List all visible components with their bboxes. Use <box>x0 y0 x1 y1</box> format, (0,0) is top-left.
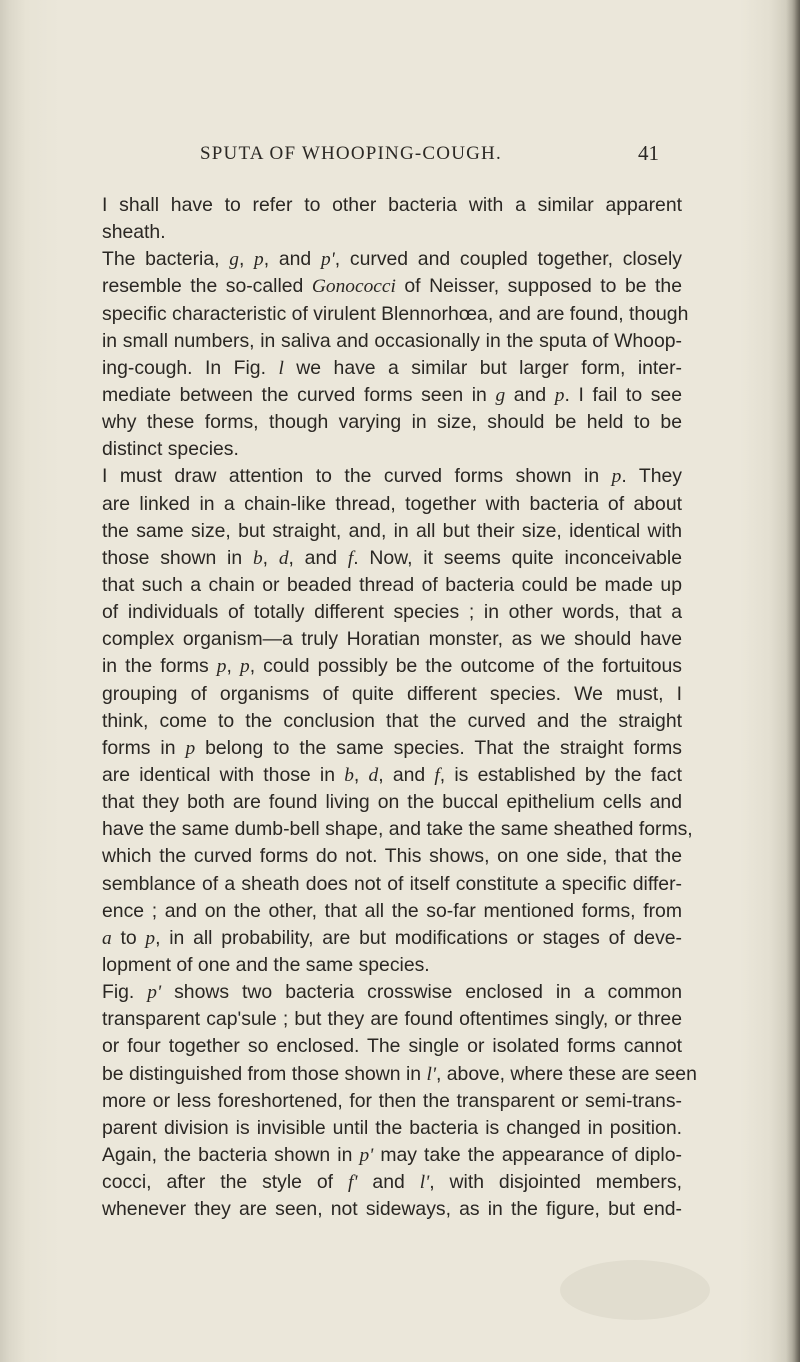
italic-reference: p <box>611 466 622 488</box>
text-run: to <box>111 926 146 949</box>
text-run: think, come to the conclusion that the curved and the straight <box>102 709 682 732</box>
text-run: the same size, but straight, and, in all but their size, identical with <box>102 519 682 542</box>
page-edge-shadow <box>786 0 800 1362</box>
text-line <box>102 816 693 843</box>
text-run: , <box>238 248 255 271</box>
text-run: semblance of a sheath does not of itself constitute a specific differ- <box>102 872 682 895</box>
text-line <box>102 382 682 409</box>
text-run: which the curved forms do not. This shows, on one side, that the <box>102 845 682 868</box>
text-line <box>102 246 682 273</box>
text-run: ence ; and on the other, that all the so-far mentioned forms, from <box>102 899 682 922</box>
text-run: of Neisser, supposed to be the <box>395 275 682 298</box>
text-line <box>102 1033 682 1060</box>
text-run: . They <box>621 465 682 488</box>
text-run: specific characteristic of virulent Blennorhœa, and are found, though <box>102 302 689 325</box>
text-run: in small numbers, in saliva and occasionally in the sputa of Whoop- <box>102 329 682 352</box>
text-run: are identical with those in <box>102 763 345 786</box>
italic-reference: d <box>278 547 289 569</box>
text-line <box>102 491 682 518</box>
text-run: sheath. <box>102 221 166 244</box>
text-run: , is established by the fact <box>439 763 682 786</box>
body-text <box>102 192 697 1223</box>
text-run: belong to the same species. That the straight forms <box>195 736 682 759</box>
text-run: The bacteria, <box>102 248 230 271</box>
text-line <box>102 843 682 870</box>
text-line <box>102 681 682 708</box>
text-run: why these forms, though varying in size, should be held to be <box>102 411 682 434</box>
italic-reference: a <box>102 927 112 949</box>
text-line <box>102 436 682 463</box>
text-run: may take the appearance of diplo- <box>373 1143 682 1166</box>
text-run: be distinguished from those shown in <box>102 1062 427 1085</box>
italic-reference: p' <box>359 1144 374 1166</box>
text-run: I must draw attention to the curved forms shown in <box>102 465 612 488</box>
text-run: have the same dumb-bell shape, and take the same sheathed forms, <box>102 818 693 841</box>
italic-reference: p' <box>147 982 162 1004</box>
italic-reference: f <box>347 547 354 569</box>
text-run: of individuals of totally different species ; in other words, that a <box>102 601 682 624</box>
text-line <box>102 653 682 680</box>
text-run: , and <box>263 248 321 271</box>
text-run: that they both are found living on the buccal epithelium cells and <box>102 791 682 814</box>
italic-reference: b <box>252 547 263 569</box>
italic-reference: l <box>278 357 284 379</box>
text-line <box>102 708 682 735</box>
text-run: , <box>353 763 369 786</box>
text-line <box>102 925 682 952</box>
paper-stain <box>560 1260 710 1320</box>
italic-reference: p <box>254 249 264 271</box>
text-run: those shown in <box>102 546 253 569</box>
text-line <box>102 1061 697 1088</box>
page-number: 41 <box>638 141 659 165</box>
italic-reference: l' <box>419 1172 430 1194</box>
text-run: Again, the bacteria shown in <box>102 1143 360 1166</box>
text-line <box>102 871 682 898</box>
text-run: resemble the so-called <box>102 275 312 298</box>
text-run: we have a similar but larger form, inter- <box>283 356 683 379</box>
italic-reference: b <box>344 764 354 786</box>
italic-reference: g <box>229 249 239 271</box>
text-line <box>102 545 682 572</box>
text-line <box>102 355 682 382</box>
italic-reference: p' <box>320 249 335 271</box>
text-line <box>102 572 682 599</box>
text-line <box>102 463 682 490</box>
text-run: , with disjointed members, <box>429 1171 682 1194</box>
italic-reference: f <box>434 764 440 786</box>
italic-reference: l' <box>426 1063 436 1085</box>
text-line <box>102 1169 682 1196</box>
text-run: mediate between the curved forms seen in <box>102 383 496 406</box>
text-run: I shall have to refer to other bacteria with a similar apparent <box>102 194 682 216</box>
text-run: and <box>505 383 555 406</box>
text-run: , and <box>378 763 435 786</box>
text-line <box>102 273 682 300</box>
text-run: . I fail to see <box>564 383 682 406</box>
text-run: ing-cough. In Fig. <box>102 356 279 379</box>
italic-reference: p <box>216 656 227 678</box>
text-line <box>102 1196 682 1223</box>
text-run: more or less foreshortened, for then the transparent or semi-trans- <box>102 1089 682 1112</box>
text-run: distinct species. <box>102 438 239 461</box>
text-line <box>102 328 682 355</box>
text-run: . Now, it seems quite inconceivable <box>353 546 682 569</box>
italic-reference: p <box>239 656 250 678</box>
text-run: , in all probability, are but modifications or stages of deve- <box>155 926 683 949</box>
text-line <box>102 192 682 219</box>
text-line <box>102 1115 682 1142</box>
text-run: complex organism—a truly Horatian monster, as we should have <box>102 628 682 651</box>
text-run: transparent cap'sule ; but they are found oftentimes singly, or three <box>102 1008 682 1031</box>
text-run: , <box>262 546 279 569</box>
text-line <box>102 1088 682 1115</box>
text-run: are linked in a chain-like thread, together with bacteria of about <box>102 492 682 515</box>
text-line <box>102 898 682 925</box>
italic-reference: f' <box>347 1172 358 1194</box>
text-run: grouping of organisms of quite different species. We must, I <box>102 682 682 705</box>
italic-reference: g <box>495 384 506 406</box>
text-run: , above, where these are seen <box>436 1062 697 1085</box>
text-line <box>102 301 689 328</box>
text-run: , <box>226 655 240 678</box>
text-line <box>102 979 682 1006</box>
text-run: Fig. <box>102 981 148 1004</box>
text-run: cocci, after the style of <box>102 1171 348 1194</box>
text-line <box>102 599 682 626</box>
text-run: , could possibly be the outcome of the fortuitous <box>249 655 682 678</box>
text-run: , curved and coupled together, closely <box>334 248 682 271</box>
running-head-title: SPUTA OF WHOOPING-COUGH. <box>200 143 502 164</box>
text-line <box>102 626 682 653</box>
text-line <box>102 518 682 545</box>
text-run: or four together so enclosed. The single or isolated forms cannot <box>102 1035 682 1058</box>
text-line <box>102 1006 682 1033</box>
running-head <box>0 143 800 169</box>
text-line <box>102 762 682 789</box>
text-run: forms in <box>102 736 186 759</box>
text-run: and <box>357 1171 420 1194</box>
text-run: lopment of one and the same species. <box>102 953 430 976</box>
text-run: , and <box>288 546 348 569</box>
text-line <box>102 952 682 979</box>
text-line <box>102 1142 682 1169</box>
italic-reference: p <box>554 384 565 406</box>
italic-reference: p <box>185 737 196 759</box>
text-line <box>102 219 682 246</box>
text-line <box>102 409 682 436</box>
text-run: in the forms <box>102 655 217 678</box>
italic-reference: Gonococci <box>311 276 396 298</box>
text-run: that such a chain or beaded thread of bacteria could be made up <box>102 573 682 596</box>
text-run: shows two bacteria crosswise enclosed in a common <box>161 981 682 1004</box>
text-run: whenever they are seen, not sideways, as in the figure, but end- <box>102 1198 682 1221</box>
text-line <box>102 735 682 762</box>
italic-reference: d <box>368 764 379 786</box>
italic-reference: p <box>145 927 156 949</box>
text-line <box>102 789 682 816</box>
text-run: parent division is invisible until the bacteria is changed in position. <box>102 1116 682 1139</box>
